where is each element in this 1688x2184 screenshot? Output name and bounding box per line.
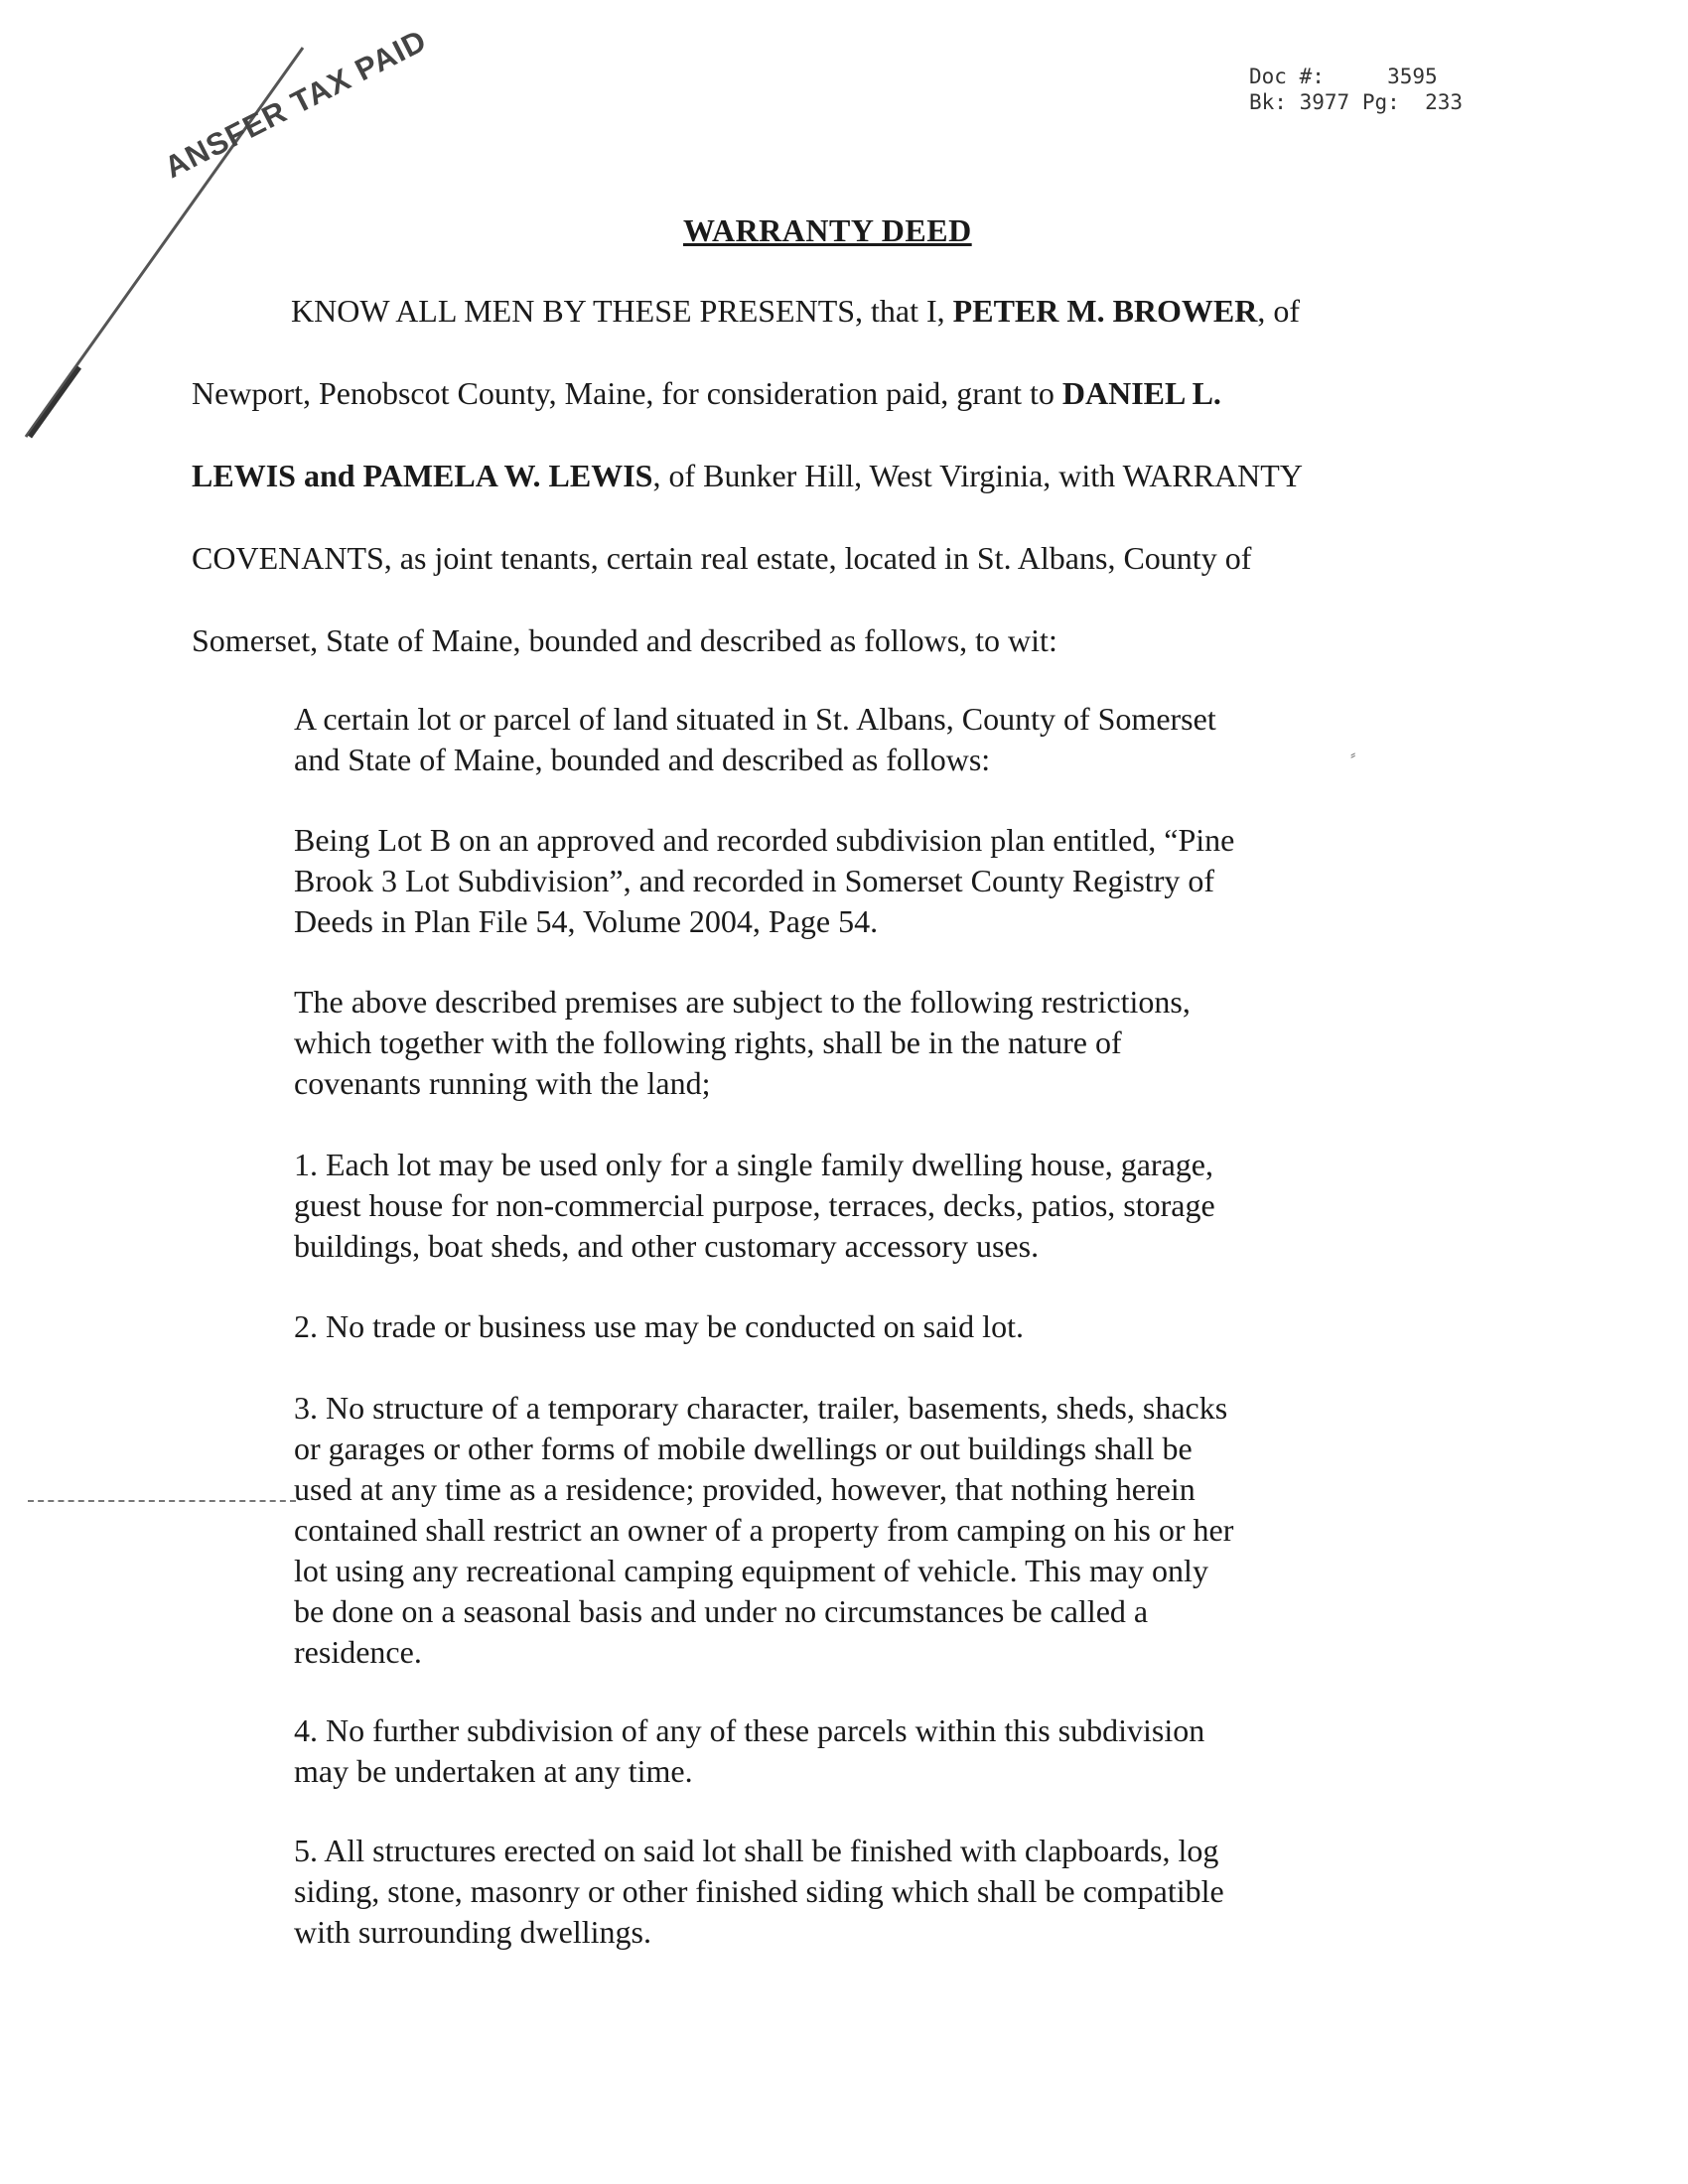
grantee-name: LEWIS and PAMELA W. LEWIS (192, 458, 653, 493)
restriction-1 (294, 1145, 1406, 1267)
text-line: Brook 3 Lot Subdivision”, and recorded in Somerset County Registry of (294, 863, 1214, 898)
intro-line (192, 368, 1413, 451)
lot-reference (294, 820, 1406, 942)
text-line: 1. Each lot may be used only for a single family dwelling house, garage, (294, 1147, 1213, 1182)
text-line: lot using any recreational camping equipment of vehicle. This may only (294, 1553, 1208, 1588)
text-line: used at any time as a residence; provided, however, that nothing herein (294, 1471, 1196, 1507)
text-line: 4. No further subdivision of any of these parcels within this subdivision (294, 1712, 1205, 1748)
intro-line: COVENANTS, as joint tenants, certain real estate, located in St. Albans, County of (192, 540, 1252, 576)
text-line: siding, stone, masonry or other finished siding which shall be compatible (294, 1873, 1224, 1909)
restriction-2 (294, 1306, 1406, 1347)
restriction-4 (294, 1710, 1406, 1792)
text-line: 5. All structures erected on said lot shall be finished with clapboards, log (294, 1833, 1219, 1868)
restrictions-intro (294, 982, 1406, 1104)
text-line: buildings, boat sheds, and other customary accessory uses. (294, 1228, 1040, 1264)
text-line: be done on a seasonal basis and under no circumstances be called a (294, 1593, 1149, 1629)
grantee-name: DANIEL L. (1061, 375, 1221, 411)
text-line: A certain lot or parcel of land situated in St. Albans, County of Somerset (294, 701, 1216, 737)
text-line: covenants running with the land; (294, 1065, 711, 1101)
text-line: The above described premises are subject to the following restrictions, (294, 984, 1191, 1020)
margin-scan-mark (28, 1500, 296, 1504)
grantor-name: PETER M. BROWER (952, 293, 1258, 329)
scan-fleck: ⸗ (1350, 747, 1356, 763)
doc-number: 3595 (1387, 65, 1438, 88)
page-number: 233 (1425, 90, 1463, 114)
book-number: 3977 (1299, 90, 1350, 114)
text-line: which together with the following rights, shall be in the nature of (294, 1024, 1122, 1060)
intro-text: KNOW ALL MEN BY THESE PRESENTS, that I, (291, 293, 953, 329)
transfer-tax-stamp: ANSFER TAX PAID (159, 22, 433, 186)
intro-line: Somerset, State of Maine, bounded and described as follows, to wit: (192, 622, 1057, 658)
intro-paragraph (192, 286, 1413, 698)
restriction-5 (294, 1831, 1406, 1953)
property-description (294, 699, 1406, 780)
restriction-3 (294, 1388, 1406, 1673)
doc-label: Doc #: (1249, 65, 1325, 88)
page-label: Pg: (1361, 90, 1400, 114)
text-line: contained shall restrict an owner of a property from camping on his or her (294, 1512, 1234, 1548)
text-line: residence. (294, 1634, 422, 1670)
text-line: 2. No trade or business use may be conducted on said lot. (294, 1308, 1024, 1344)
text-line: may be undertaken at any time. (294, 1753, 693, 1789)
text-line: and State of Maine, bounded and described as follows: (294, 742, 991, 777)
book-label: Bk: (1249, 90, 1287, 114)
text-line: Being Lot B on an approved and recorded subdivision plan entitled, “Pine (294, 822, 1235, 858)
text-line: guest house for non-commercial purpose, terraces, decks, patios, storage (294, 1187, 1215, 1223)
text-line: or garages or other forms of mobile dwellings or out buildings shall be (294, 1431, 1193, 1466)
intro-line (192, 286, 1413, 368)
text-line: with surrounding dwellings. (294, 1914, 651, 1950)
document-title: WARRANTY DEED (683, 212, 972, 248)
text-line: Deeds in Plan File 54, Volume 2004, Page 54. (294, 903, 879, 939)
intro-text: , of (1257, 293, 1301, 329)
recording-info (1249, 64, 1463, 115)
intro-line (192, 451, 1413, 533)
intro-text: , of Bunker Hill, West Virginia, with WARRANTY (652, 458, 1303, 493)
text-line: 3. No structure of a temporary character, trailer, basements, sheds, shacks (294, 1390, 1228, 1426)
intro-text: Newport, Penobscot County, Maine, for consideration paid, grant to (192, 375, 1062, 411)
